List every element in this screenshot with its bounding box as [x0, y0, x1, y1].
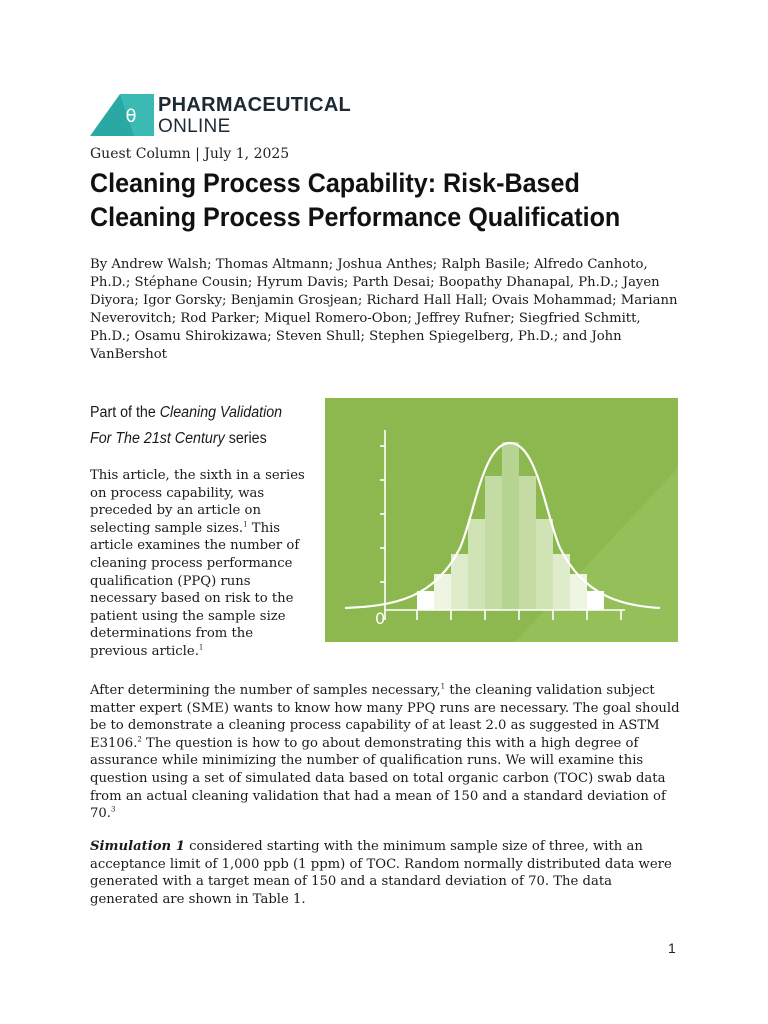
origin-label: 0 — [375, 609, 386, 628]
body-paragraph-2 — [90, 838, 680, 908]
intro-paragraph — [90, 467, 312, 661]
series-suffix: series — [224, 430, 267, 447]
ref-2: 2 — [137, 735, 142, 744]
p1-text-1: After determining the number of samples necessary, — [90, 683, 441, 698]
bar — [536, 519, 553, 610]
bar — [502, 442, 519, 610]
bar — [451, 554, 468, 610]
author-list: By Andrew Walsh; Thomas Altmann; Joshua Anthes; Ralph Basile; Alfredo Canhoto, Ph.D.; Stéphane Cousin; Hyrum Davis; Parth Desai; Boopathy Dhanapal, Ph.D.; Jayen Diyora; Igor Gorsky; Benjamin Grosjean; Richard Hall Hall; Ovais Mohammad; Mariann Neverovitch; Rod Parker; Miquel Romero-Obon; Jeffrey Rufner; Siegfried Schmitt, Ph.D.; Osamu Shirokizawa; Steven Shull; Stephen Spiegelberg, Ph.D.; and John VanBershot — [90, 257, 678, 362]
bar — [519, 476, 536, 610]
series-link[interactable]: Cleaning Validation For The 21st Century — [90, 404, 283, 447]
ref-1: 1 — [243, 520, 248, 529]
logo-mark-icon — [90, 92, 154, 138]
simulation-lead: Simulation 1 — [90, 839, 185, 854]
intro-text-1: This article, the sixth in a series on process capability, was preceded by an article on selecting sample sizes. — [90, 468, 305, 536]
histogram-bell-curve-graphic — [325, 398, 678, 642]
logo-line-2: ONLINE — [158, 116, 231, 137]
ref-3: 3 — [110, 805, 116, 814]
article-meta: Guest Column | July 1, 2025 — [90, 146, 290, 162]
logo-mark-glyph: θ — [125, 106, 137, 127]
series-prefix: Part of the — [90, 404, 160, 421]
normal-distribution-illustration — [325, 398, 678, 642]
bar — [468, 519, 485, 610]
bar — [485, 476, 502, 610]
bar — [570, 574, 587, 610]
intro-text-2: This article examines the number of cleaning process performance qualification (PPQ) runs necessary based on risk to the patient using the sample size determinations from the previous article. — [90, 520, 300, 659]
p1-text-3: The question is how to go about demonstrating this with a high degree of assurance while minimizing the number of qualification runs. We will examine this question using a set of simulated data based on total organic carbon (TOC) swab data from an actual cleaning validation that had a mean of 150 and a standard deviation of 70. — [90, 735, 666, 822]
body-paragraph-1 — [90, 682, 680, 823]
ref-1-b: 1 — [198, 643, 204, 652]
ref-1-c: 1 — [440, 682, 446, 691]
pharmaceutical-online-logo[interactable] — [90, 92, 350, 138]
bar — [417, 591, 434, 610]
article-title: Cleaning Process Capability: Risk-Based Cleaning Process Performance Qualification — [90, 168, 621, 232]
page-number: 1 — [668, 940, 676, 956]
logo-line-1: PHARMACEUTICAL — [158, 94, 352, 116]
p2-text: considered starting with the minimum sample size of three, with an acceptance limit of 1,000 ppb (1 ppm) of TOC. Random normally distributed data were generated with a target mean of 150 and a standard deviation of 70. The data generated are shown in Table 1. — [90, 839, 672, 907]
p1-text-2: the cleaning validation subject matter expert (SME) wants to know how many PPQ runs are necessary. The goal should be to demonstrate a cleaning process capability of at least 2.0 as suggested in ASTM E3106. — [90, 683, 680, 751]
series-label — [90, 400, 302, 452]
histogram-bars — [417, 442, 604, 610]
